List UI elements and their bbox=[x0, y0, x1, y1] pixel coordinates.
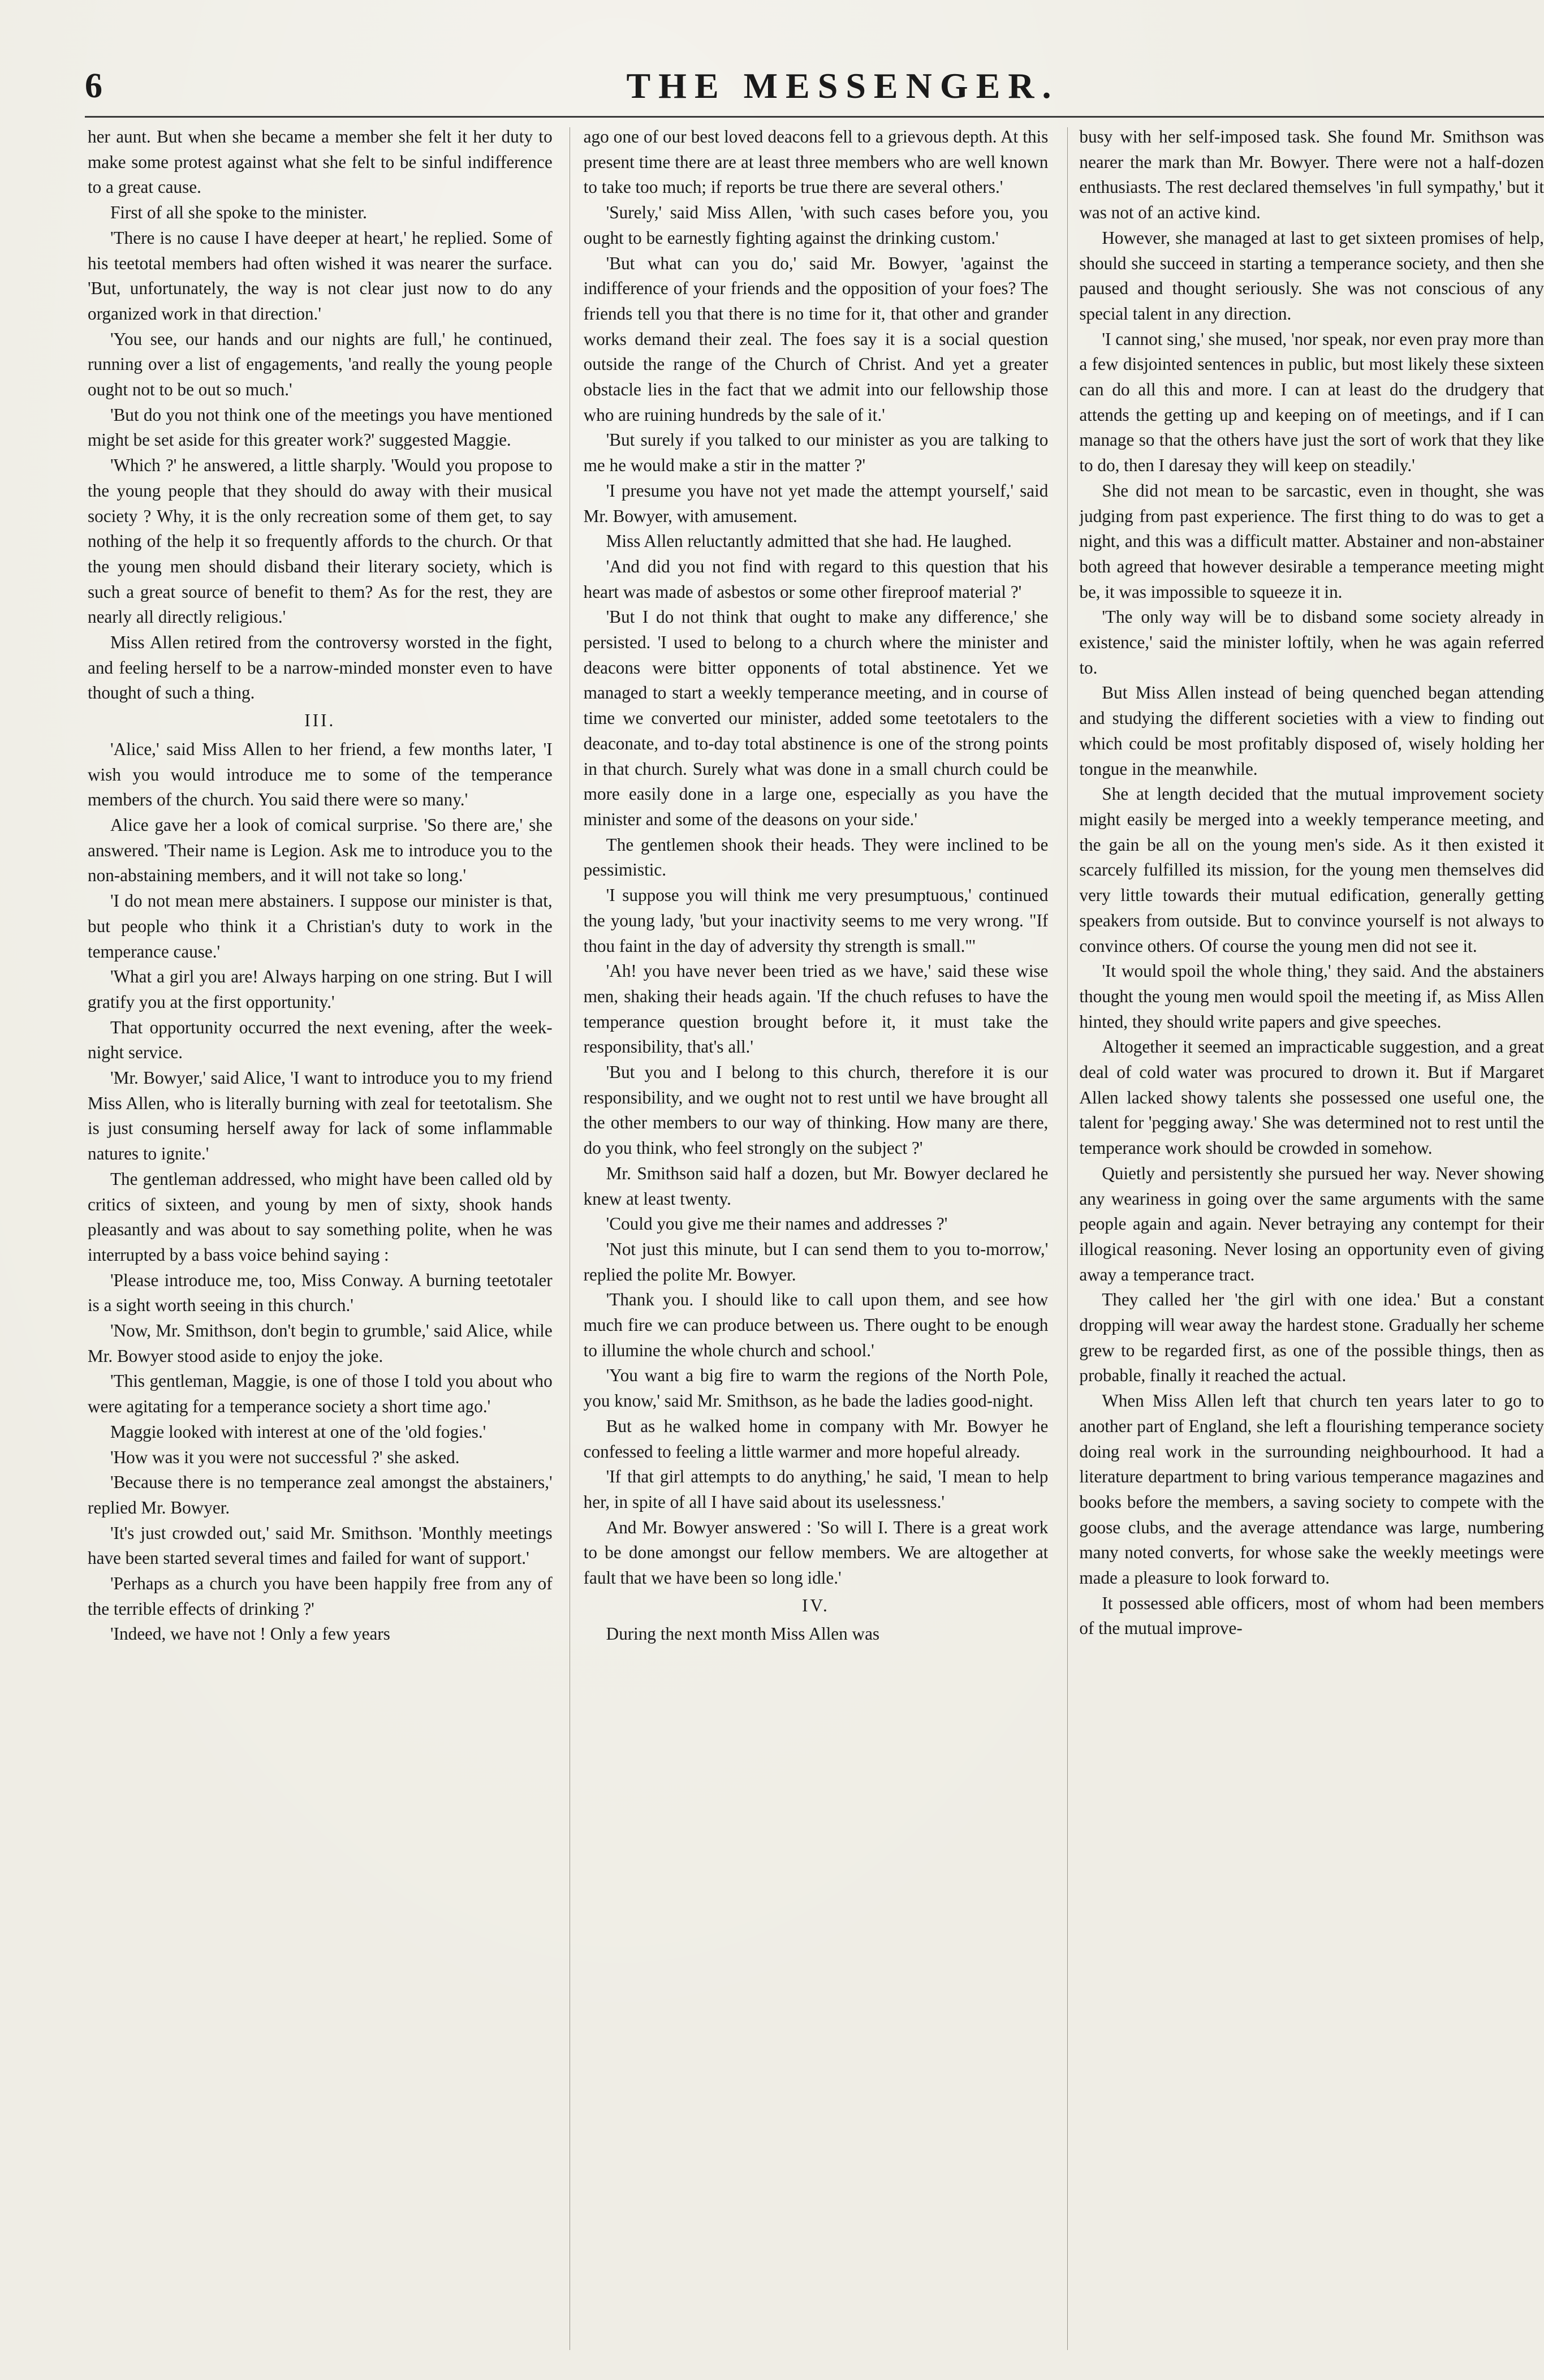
paragraph: They called her 'the girl with one idea.' But a constant dropping will wear away the hardest stone. Gradually her scheme grew to be regarded first, as one of the possible things, then as probable, finally it reached the actual. bbox=[1079, 1290, 1544, 1386]
paragraph: Alice gave her a look of comical surprise. 'So there are,' she answered. 'Their name is Legion. Ask me to introduce you to the non-abstaining members, and it will not take so long.' bbox=[88, 814, 553, 886]
paragraph: 'I presume you have not yet made the attempt yourself,' said Mr. Bowyer, with amusement. bbox=[583, 480, 1049, 526]
section-heading: IV. bbox=[802, 1595, 830, 1615]
paragraph: 'Not just this minute, but I can send them to you to-morrow,' replied the polite Mr. Bowyer. bbox=[583, 1239, 1049, 1284]
article-columns bbox=[88, 124, 1544, 2359]
paragraph: Mr. Smithson said half a dozen, but Mr. Bowyer declared he knew at least twenty. bbox=[583, 1163, 1049, 1209]
paragraph: 'Thank you. I should like to call upon them, and see how much fire we can produce between us. There ought to be enough to illumine the whole church and school.' bbox=[583, 1290, 1049, 1360]
paragraph: Altogether it seemed an impracticable suggestion, and a great deal of cold water was procured to drown it. But if Margaret Allen lacked showy talents she possessed one useful one, the talent for 'pegging away.' She was determined not to rest until the temperance work should be crowded in somehow. bbox=[1079, 1037, 1544, 1158]
paragraph: It possessed able officers, most of whom had been members of the mutual improve- bbox=[1079, 1593, 1544, 1639]
paragraph: 'Because there is no temperance zeal amongst the abstainers,' replied Mr. Bowyer. bbox=[88, 1472, 553, 1517]
paragraph: 'It would spoil the whole thing,' they said. And the abstainers thought the young men would spoil the meeting if, as Miss Allen hinted, they should write papers and give speeches. bbox=[1079, 961, 1544, 1032]
paragraph: 'Surely,' said Miss Allen, 'with such cases before you, you ought to be earnestly fighting against the drinking custom.' bbox=[583, 202, 1049, 248]
header-rule bbox=[85, 116, 1544, 118]
page-header bbox=[85, 63, 1544, 109]
section-heading: III. bbox=[304, 710, 336, 731]
paragraph: She at length decided that the mutual improvement society might easily be merged into a weekly temperance meeting, and the gain be all on the young men's side. As it then existed it scarcely fulfilled its mission, for the young men themselves did very little towards their mutual edification, generally getting speakers from outside. But to convince yourself is not always to convince others. Of course the young men did not see it. bbox=[1079, 784, 1544, 956]
paragraph: 'If that girl attempts to do anything,' he said, 'I mean to help her, in spite of all I have said about its uselessness.' bbox=[583, 1467, 1049, 1512]
paragraph: 'Which ?' he answered, a little sharply. 'Would you propose to the young people that they should do away with their musical society ? Why, it is the only recreation some of them get, to say nothing of the help it so frequently affords to the church. Or that the young men should disband their literary society, which is such a great source of benefit to them? As for the rest, they are nearly all directly religious.' bbox=[88, 455, 553, 627]
paragraph: 'And did you not find with regard to this question that his heart was made of asbestos or some other fireproof material ?' bbox=[583, 556, 1049, 602]
paragraph: But as he walked home in company with Mr. Bowyer he confessed to feeling a little warmer and more hopeful already. bbox=[583, 1416, 1049, 1461]
paragraph: 'Alice,' said Miss Allen to her friend, a few months later, 'I wish you would introduce me to some of the temperance members of the church. You said there were so many.' bbox=[88, 739, 553, 810]
masthead-title: THE MESSENGER. bbox=[626, 66, 1059, 106]
paragraph: busy with her self-imposed task. She found Mr. Smithson was nearer the mark than Mr. Bowyer. There were not a half-dozen enthusiasts. The rest declared themselves 'in full sympathy,' but it was not of an active kind. bbox=[1079, 127, 1544, 223]
paragraph: Maggie looked with interest at one of the 'old fogies.' bbox=[110, 1421, 486, 1442]
page-number: 6 bbox=[85, 67, 102, 105]
paragraph: 'Perhaps as a church you have been happily free from any of the terrible effects of drinking ?' bbox=[88, 1573, 553, 1619]
paragraph: 'Mr. Bowyer,' said Alice, 'I want to introduce you to my friend Miss Allen, who is literally burning with zeal for teetotalism. She is just consuming herself away for lack of some inflammable natures to ignite.' bbox=[88, 1068, 553, 1164]
paragraph: However, she managed at last to get sixteen promises of help, should she succeed in starting a temperance society, and then she paused and thought seriously. She was not conscious of any special talent in any direction. bbox=[1079, 227, 1544, 324]
paragraph: Miss Allen reluctantly admitted that she had. He laughed. bbox=[606, 531, 1012, 551]
paragraph: 'What a girl you are! Always harping on one string. But I will gratify you at the first opportunity.' bbox=[88, 967, 553, 1012]
paragraph: Quietly and persistently she pursued her way. Never showing any weariness in going over the same arguments with the same people again and again. Never betraying any contempt for their illogical reasoning. Never losing an opportunity even of giving away a temperance tract. bbox=[1079, 1163, 1544, 1284]
paragraph: 'But you and I belong to this church, therefore it is our responsibility, and we ought not to rest until we have brought all the other members to our way of thinking. How many are there, do you think, who feel strongly on the subject ?' bbox=[583, 1062, 1049, 1158]
paragraph: The gentlemen shook their heads. They were inclined to be pessimistic. bbox=[583, 834, 1049, 880]
paragraph: But Miss Allen instead of being quenched began attending and studying the different societies with a view to finding out which could be most profitably disposed of, wisely holding her tongue in the meanwhile. bbox=[1079, 683, 1544, 779]
paragraph: 'But do you not think one of the meetings you have mentioned might be set aside for this greater work?' suggested Maggie. bbox=[88, 404, 553, 450]
paragraph: 'I do not mean mere abstainers. I suppose our minister is that, but people who think it a Christian's duty to work in the temperance cause.' bbox=[88, 891, 553, 962]
paragraph: 'The only way will be to disband some society already in existence,' said the minister loftily, when he was again referred to. bbox=[1079, 607, 1544, 678]
paragraph: 'Now, Mr. Smithson, don't begin to grumble,' said Alice, while Mr. Bowyer stood aside to enjoy the joke. bbox=[88, 1321, 553, 1366]
paragraph: 'This gentleman, Maggie, is one of those I told you about who were agitating for a temperance society a short time ago.' bbox=[88, 1371, 553, 1417]
paragraph: And Mr. Bowyer answered : 'So will I. There is a great work to be done amongst our fellow members. We are altogether at fault that we have been so long idle.' bbox=[583, 1517, 1049, 1588]
paragraph: 'Indeed, we have not ! Only a few years bbox=[110, 1624, 390, 1644]
paragraph: 'There is no cause I have deeper at heart,' he replied. Some of his teetotal members had often wished it was nearer the surface. 'But, unfortunately, the way is not clear just now to do any organized work in that direction.' bbox=[88, 227, 553, 324]
paragraph: When Miss Allen left that church ten years later to go to another part of England, she left a flourishing temperance society doing real work in the surrounding neighbourhood. It had a literature department to bring various temperance magazines and books before the members, a saving society to compete with the goose clubs, and the average attendance was large, numbering many noted converts, for whose sake the weekly meetings were made a pleasure to look forward to. bbox=[1079, 1391, 1544, 1588]
paragraph: 'It's just crowded out,' said Mr. Smithson. 'Monthly meetings have been started several times and failed for want of support.' bbox=[88, 1523, 553, 1568]
paragraph: 'Ah! you have never been tried as we have,' said these wise men, shaking their heads again. 'If the chuch refuses to have the temperance question brought before it, it must take the responsibility, that's all.' bbox=[583, 961, 1049, 1057]
paragraph: The gentleman addressed, who might have been called old by critics of sixteen, and young by men of sixty, shook hands pleasantly and was about to say something polite, when he was interrupted by a bass voice behind saying : bbox=[88, 1169, 553, 1265]
article-column-3 bbox=[1079, 124, 1544, 2359]
article-column-2 bbox=[584, 124, 1049, 2359]
paragraph: 'But I do not think that ought to make any difference,' she persisted. 'I used to belong to a church where the minister and deacons were bitter opponents of total abstinence. Yet we managed to start a weekly temperance meeting, and in course of time we converted our minister, added some teetotalers to the deaconate, and to-day total abstinence is one of the strong points in that church. Surely what was done in a small church could be more easily done in a large one, especially as you have the minister and some of the deasons on your side.' bbox=[583, 607, 1049, 829]
paragraph: During the next month Miss Allen was bbox=[606, 1624, 880, 1644]
paragraph: First of all she spoke to the minister. bbox=[110, 202, 367, 223]
paragraph: 'Please introduce me, too, Miss Conway. A burning teetotaler is a sight worth seeing in this church.' bbox=[88, 1270, 553, 1316]
paragraph: 'How was it you were not successful ?' she asked. bbox=[110, 1447, 460, 1467]
paragraph: 'But what can you do,' said Mr. Bowyer, 'against the indifference of your friends and the opposition of your foes? The friends tell you that there is no time for it, that other and grander works demand their zeal. The foes say it is a social question outside the range of the Church of Christ. And yet a greater obstacle lies in the fact that we admit into our fellowship those who are ruining hundreds by the sale of it.' bbox=[583, 253, 1049, 425]
paragraph: 'You want a big fire to warm the regions of the North Pole, you know,' said Mr. Smithson, as he bade the ladies good-night. bbox=[583, 1365, 1049, 1411]
paragraph: 'But surely if you talked to our minister as you are talking to me he would make a stir in the matter ?' bbox=[583, 430, 1049, 476]
paragraph: She did not mean to be sarcastic, even in thought, she was judging from past experience. The first thing to do was to get a night, and this was a difficult matter. Abstainer and non-abstainer both agreed that however desirable a temperance meeting might be, it was impossible to squeeze it in. bbox=[1079, 480, 1544, 602]
article-column-1 bbox=[88, 124, 553, 2359]
paragraph: Miss Allen retired from the controversy worsted in the fight, and feeling herself to be a narrow-minded monster even to have thought of such a thing. bbox=[88, 632, 553, 703]
paragraph: ago one of our best loved deacons fell to a grievous depth. At this present time there are at least three members who are well known to take too much; if reports be true there are several others.' bbox=[583, 127, 1049, 197]
paragraph: That opportunity occurred the next evening, after the week-night service. bbox=[88, 1017, 553, 1063]
paragraph: 'Could you give me their names and addresses ?' bbox=[606, 1214, 948, 1234]
paragraph: her aunt. But when she became a member she felt it her duty to make some protest against what she felt to be sinful indifference to a great cause. bbox=[88, 127, 553, 197]
paragraph: 'You see, our hands and our nights are full,' he continued, running over a list of engagements, 'and really the young people ought not to be out so much.' bbox=[88, 329, 553, 400]
paragraph: 'I cannot sing,' she mused, 'nor speak, nor even pray more than a few disjointed sentences in public, but most likely these sixteen can do all this and more. I can at least do the drudgery that attends the getting up and keeping on of meetings, and if I can manage so that the others have just the sort of work that they like to do, then I daresay they will keep on steadily.' bbox=[1079, 329, 1544, 476]
paragraph: 'I suppose you will think me very presumptuous,' continued the young lady, 'but your inactivity seems to me very wrong. "If thou faint in the day of adversity thy strength is small."' bbox=[583, 885, 1049, 956]
